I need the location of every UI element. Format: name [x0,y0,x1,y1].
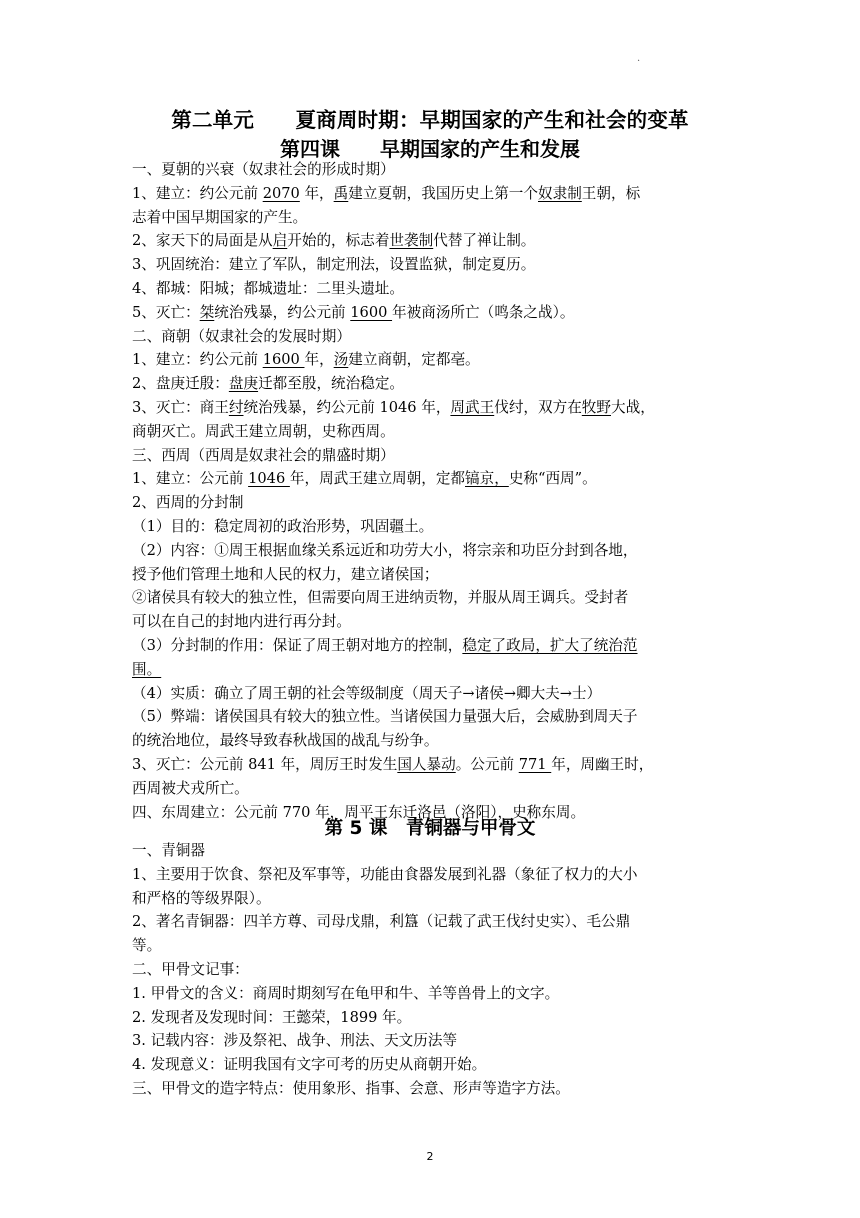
text-segment: 四、东周建立：公元前 770 年，周平王东迁洛邑（洛阳），史称东周。 [132,803,586,821]
text-segment: 史称“西周”。 [508,470,597,488]
text-segment: 2、盘庚迁殷： [132,375,229,393]
underlined-term: 1600 [350,303,393,321]
text-segment: （3）分封制的作用：保证了周王朝对地方的控制， [132,636,463,654]
text-segment: （5）弊端：诸侯国具有较大的独立性。当诸侯国力量强大后，会威胁到周天子 [132,708,638,726]
text-line [132,682,732,706]
text-segment: 2、著名青铜器：四羊方尊、司母戊鼎，利簋（记载了武王伐纣史实）、毛公鼎 [132,913,631,931]
underlined-term: 牧野 [581,398,611,416]
text-segment: 的统治地位，最终导致春秋战国的战乱与纷争。 [132,732,439,750]
underlined-term: 稳定了政局，扩大了统治范 [462,636,638,654]
underlined-term: 国人暴动 [397,755,456,773]
text-segment: （1）目的：稳定周初的政治形势，巩固疆土。 [132,517,434,535]
text-segment: 1、建立：约公元前 [132,351,263,369]
text-segment: 1、主要用于饮食、祭祀及军事等，功能由食器发展到礼器（象征了权力的大小 [132,865,638,883]
text-segment: 3、巩固统治：建立了军队，制定刑法，设置监狱，制定夏历。 [132,256,536,274]
text-line [132,753,732,777]
text-segment: 二、商朝（奴隶社会的发展时期） [132,327,351,345]
text-segment: 年， [299,184,334,202]
text-segment: ②诸侯具有较大的独立性，但需要向周王进纳贡物，并服从周王调兵。受封者 [132,589,629,607]
unit-title: 第二单元 夏商周时期：早期国家的产生和社会的变革 [171,108,689,132]
text-segment: 志着中国早期国家的产生。 [132,208,308,226]
underlined-term: 桀 [199,303,215,321]
text-segment: 1、建立：约公元前 [132,184,263,202]
text-line [132,563,732,587]
lesson5-body [132,839,732,1101]
text-line [132,934,732,958]
text-line [132,982,732,1006]
text-segment: 年被商汤所亡（鸣条之战）。 [392,303,575,321]
text-line [132,420,732,444]
text-line [132,444,732,468]
text-line [132,1006,732,1030]
underlined-term: 771 [518,755,552,773]
text-line [132,1029,732,1053]
text-line [132,586,732,610]
text-segment: 1. 甲骨文的含义：商周时期刻写在龟甲和牛、羊等兽骨上的文字。 [132,984,560,1002]
text-segment: 一、夏朝的兴衰（奴隶社会的形成时期） [132,161,395,178]
text-segment: 建立商朝，定都亳。 [348,351,480,369]
text-line [132,372,732,396]
text-segment: 和严格的等级界限）。 [132,889,271,907]
underlined-term: 围。 [132,660,162,678]
text-segment: 年， [304,351,334,369]
underlined-term: 启 [272,232,288,250]
text-line [132,325,732,349]
page-number: 2 [426,1150,434,1163]
text-segment: 可以在自己的封地内进行再分封。 [132,613,351,631]
text-segment: 年，周武王建立周朝，定都 [289,470,466,488]
text-line [132,491,732,515]
underlined-term: 世袭制 [389,232,434,250]
text-segment: 3. 记载内容：涉及祭祀、战争、刑法、天文历法等 [132,1032,458,1050]
text-line [132,634,732,658]
text-segment: 2、西周的分封制 [132,494,244,512]
text-segment: 二、甲骨文记事： [132,960,249,978]
text-line [132,839,732,863]
text-line [132,958,732,982]
underlined-term: 纣 [228,398,244,416]
text-segment: 3、灭亡：公元前 841 年，周厉王时发生 [132,755,398,773]
text-line [132,515,732,539]
text-segment: 。公元前 [455,755,519,773]
text-line [132,158,732,182]
text-line [132,777,732,801]
text-segment: 开始的，标志着 [287,232,390,250]
text-segment: 一、青铜器 [132,842,205,859]
text-line [132,887,732,911]
text-line [132,863,732,887]
text-segment: 王朝，标 [581,184,641,202]
underlined-term: 汤 [333,351,349,369]
text-line [132,910,732,934]
underlined-term: 1046 [248,470,290,488]
text-line [132,729,732,753]
text-segment: （2）内容：①周王根据血缘关系远近和功劳大小，将宗亲和功臣分封到各地， [132,541,638,559]
text-segment: 伐纣，双方在 [494,398,582,416]
text-segment: 授予他们管理土地和人民的权力，建立诸侯国； [132,565,439,583]
text-segment: 5、灭亡： [132,303,200,321]
text-segment: （4）实质：确立了周王朝的社会等级制度（周天子→诸侯→卿大夫→士） [132,684,602,702]
underlined-term: 奴隶制 [538,184,582,202]
underlined-term: 2070 [262,184,300,202]
text-line [132,229,732,253]
text-segment: 4. 发现意义：证明我国有文字可考的历史从商朝开始。 [132,1056,487,1074]
corner-mark: · [637,56,641,67]
text-segment: 2. 发现者及发现时间：王懿荣，1899 年。 [132,1008,412,1026]
text-segment: 三、西周（西周是奴隶社会的鼎盛时期） [132,446,395,464]
text-line [132,253,732,277]
text-segment: 4、都城：阳城；都城遗址：二里头遗址。 [132,279,404,297]
text-segment: 统治残暴，约公元前 1046 年， [243,398,451,416]
underlined-term: 周武王 [450,398,495,416]
text-segment: 三、甲骨文的造字特点：使用象形、指事、会意、形声等造字方法。 [132,1079,570,1097]
text-line [132,1053,732,1077]
text-segment: 统治残暴，约公元前 [214,303,351,321]
text-line [132,396,732,420]
text-line [132,1077,732,1101]
lesson4-body [132,158,732,824]
text-line [132,301,732,325]
underlined-term: 镐京， [465,470,509,488]
text-segment: 西周被犬戎所亡。 [132,779,249,797]
lesson5-title: 第 5 课 青铜器与甲骨文 [324,818,536,839]
text-line [132,348,732,372]
underlined-term: 1600 [262,351,305,369]
underlined-term: 禹 [333,184,349,202]
text-segment: 年，周幽王时， [551,755,654,773]
text-line [132,658,732,682]
text-line [132,539,732,563]
text-segment: 1、建立：公元前 [132,470,249,488]
text-line [132,182,732,206]
lesson4-title: 第四课 早期国家的产生和发展 [280,137,580,161]
text-segment: 大战， [611,398,655,416]
text-segment: 2、家天下的局面是从 [132,232,273,250]
text-line [132,610,732,634]
text-line [132,206,732,230]
text-segment: 代替了禅让制。 [433,232,536,250]
text-line [132,277,732,301]
text-segment: 等。 [132,937,162,955]
text-line [132,467,732,491]
text-segment: 3、灭亡：商王 [132,398,229,416]
text-segment: 商朝灭亡。周武王建立周朝，史称西周。 [132,422,395,440]
text-segment: 迁都至殷，统治稳定。 [258,375,405,393]
text-segment: 建立夏朝，我国历史上第一个 [348,184,538,202]
text-line [132,705,732,729]
underlined-term: 盘庚 [228,375,259,393]
